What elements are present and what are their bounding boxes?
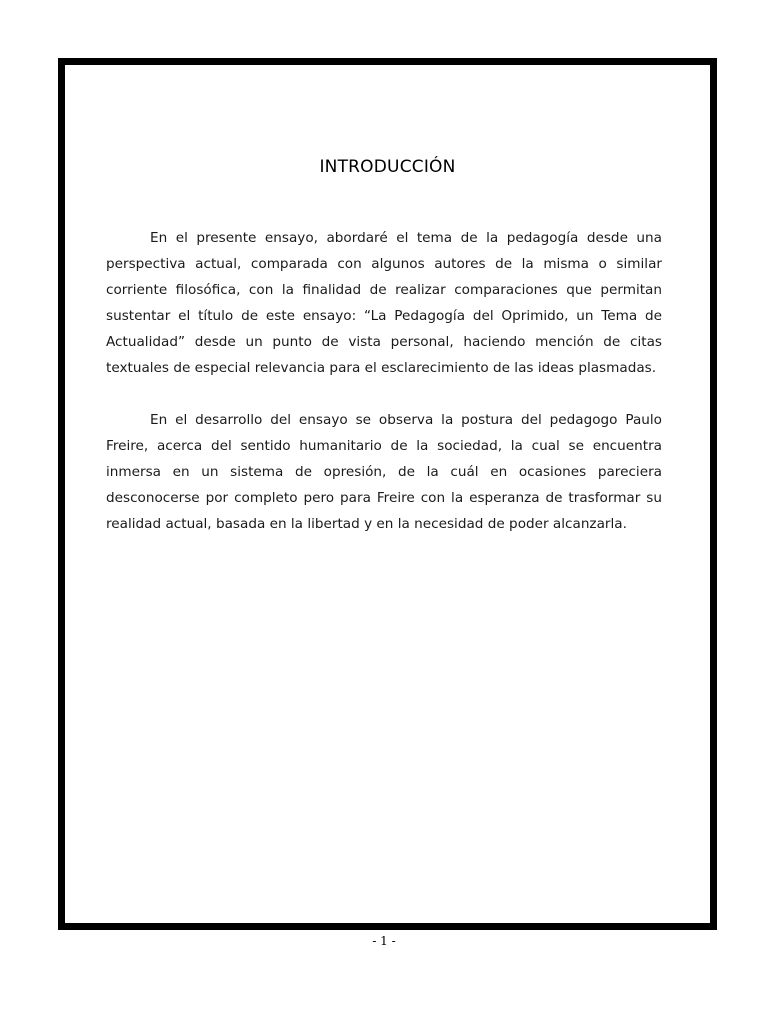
page-title: INTRODUCCIÓN <box>319 157 456 177</box>
page-number: - 1 - <box>372 934 396 948</box>
document-body <box>106 225 662 563</box>
paragraph-introduction: En el presente ensayo, abordaré el tema de la pedagogía desde una perspectiva actual, comparada con algunos autores de la misma o similar corriente filosófica, con la finalidad de realizar comparaciones que permitan sustentar el título de este ensayo: “La Pedagogía del Oprimido, un Tema de Actualidad” desde un punto de vista personal, haciendo mención de citas textuales de especial relevancia para el esclarecimiento de las ideas plasmadas. <box>106 230 662 376</box>
page-border-frame <box>58 58 717 930</box>
paragraph-development: En el desarrollo del ensayo se observa la postura del pedagogo Paulo Freire, acerca del sentido humanitario de la sociedad, la cual se encuentra inmersa en un sistema de opresión, de la cuál en ocasiones pareciera desconocerse por completo pero para Freire con la esperanza de trasformar su realidad actual, basada en la libertad y en la necesidad de poder alcanzarla. <box>106 412 662 532</box>
